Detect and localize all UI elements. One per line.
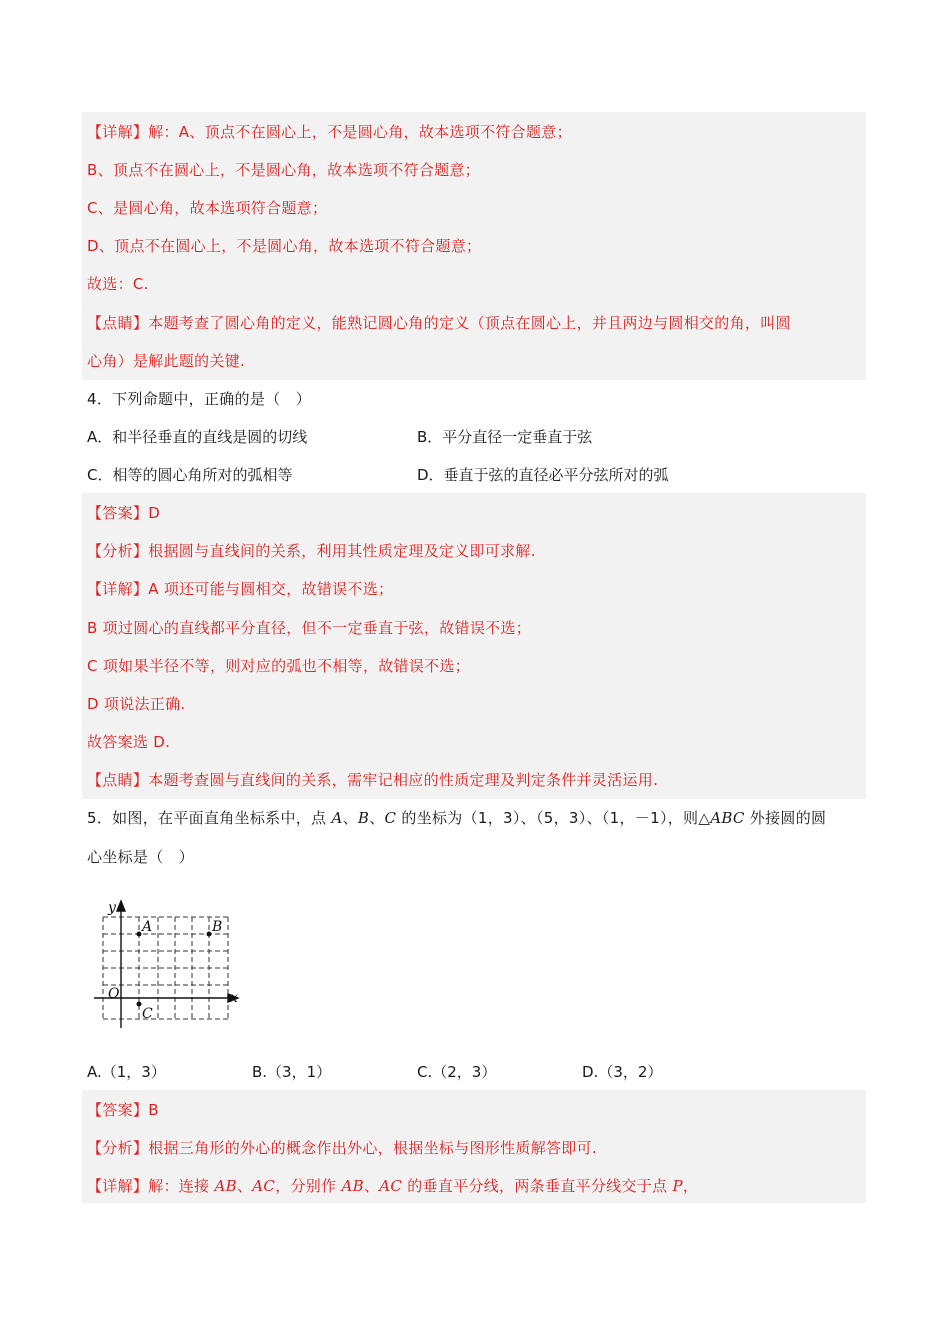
- q4-comment: [87, 768, 658, 792]
- separator: 、: [369, 809, 385, 827]
- detail-text: ，分别作: [275, 1177, 337, 1195]
- comment-line-1: [87, 311, 791, 335]
- answer-value: B: [148, 1101, 159, 1119]
- segment-ab: AB: [341, 1177, 364, 1195]
- q4-answer: [87, 501, 160, 525]
- x-axis-label: x: [230, 990, 238, 1006]
- separator: 、: [342, 809, 358, 827]
- solution-conclusion: 故选：C.: [87, 275, 149, 293]
- segment-ac: AC: [252, 1177, 276, 1195]
- separator: 、: [363, 1177, 380, 1195]
- analysis-tag: 【分析】: [87, 1139, 149, 1157]
- question-5-stem-line-1: [87, 806, 826, 830]
- comment-text: 本题考查了圆心角的定义，能熟记圆心角的定义（顶点在圆心上，并且两边与圆相交的角，叫圆: [148, 314, 791, 332]
- coordinate-grid-figure: [88, 896, 248, 1036]
- comment-text: 本题考查圆与直线间的关系，需牢记相应的性质定理及判定条件并灵活运用.: [148, 771, 659, 789]
- comment-tag: 【点睛】: [87, 314, 149, 332]
- point-c: [137, 1002, 142, 1007]
- point-a: [137, 932, 142, 937]
- point-a-label: A: [331, 809, 343, 827]
- segment-ac: AC: [379, 1177, 403, 1195]
- triangle-name: ABC: [710, 809, 745, 827]
- solution-line-c: C、是圆心角，故本选项符合题意；: [87, 199, 328, 217]
- detail-text: 的垂直平分线，两条垂直平分线交于点: [407, 1177, 668, 1195]
- q5-detail: [87, 1174, 698, 1198]
- solution-detail-line: [87, 120, 572, 144]
- segment-ab: AB: [214, 1177, 237, 1195]
- q4-option-c: C．相等的圆心角所对的弧相等: [87, 466, 293, 484]
- answer-value: D: [148, 504, 161, 522]
- point-p-label: P: [672, 1177, 683, 1195]
- q4-conclusion: 故答案选 D.: [87, 733, 171, 751]
- q5-option-b: B.（3，1）: [252, 1063, 332, 1081]
- question-4-stem: 4．下列命题中，正确的是（ ）: [87, 390, 312, 408]
- point-b-label: B: [212, 919, 223, 935]
- analysis-tag: 【分析】: [87, 542, 149, 560]
- point-c-label: C: [384, 809, 397, 827]
- analysis-text: 根据圆与直线间的关系，利用其性质定理及定义即可求解.: [148, 542, 536, 560]
- answer-tag: 【答案】: [87, 1101, 149, 1119]
- stem-text: 的坐标为（1，3）、（5，3）、（1，－1），则: [401, 809, 699, 827]
- detail-tag: 【详解】: [87, 1177, 149, 1195]
- point-a-label: A: [142, 919, 153, 935]
- q4-option-a: A．和半径垂直的直线是圆的切线: [87, 428, 308, 446]
- q5-answer: [87, 1098, 159, 1122]
- q5-option-d: D.（3，2）: [582, 1063, 663, 1081]
- detail-tag: 【详解】: [87, 580, 149, 598]
- separator: ，: [682, 1177, 699, 1195]
- q4-option-b: B．平分直径一定垂直于弦: [417, 428, 593, 446]
- stem-text: 5．如图，在平面直角坐标系中，点: [87, 809, 327, 827]
- solution-line-d: D、顶点不在圆心上，不是圆心角，故本选项不符合题意；: [87, 237, 482, 255]
- point-b-label: B: [357, 809, 370, 827]
- y-axis-arrow: [117, 901, 125, 911]
- solution-line-b: B、顶点不在圆心上，不是圆心角，故本选项不符合题意；: [87, 161, 481, 179]
- point-c-label: C: [142, 1006, 153, 1022]
- origin-label: O: [108, 986, 120, 1002]
- detail-tag: 【详解】: [87, 123, 149, 141]
- q5-analysis: [87, 1136, 597, 1160]
- q4-detail: [87, 577, 393, 601]
- y-axis-label: y: [108, 900, 116, 916]
- comment-tag: 【点睛】: [87, 771, 149, 789]
- q4-option-d: D．垂直于弦的直径必平分弦所对的弧: [417, 466, 669, 484]
- q4-analysis: [87, 539, 536, 563]
- stem-text: 外接圆的圆: [749, 809, 827, 827]
- q5-option-a: A.（1，3）: [87, 1063, 166, 1081]
- question-5-stem-line-2: 心坐标是（ ）: [87, 848, 195, 866]
- q4-detail-d: D 项说法正确.: [87, 695, 186, 713]
- q4-detail-c: C 项如果半径不等，则对应的弧也不相等，故错误不选；: [87, 657, 471, 675]
- q4-detail-b: B 项过圆心的直线都平分直径，但不一定垂直于弦，故错误不选；: [87, 619, 532, 637]
- triangle-symbol: △: [698, 809, 711, 827]
- q5-option-c: C.（2，3）: [417, 1063, 497, 1081]
- separator: 、: [236, 1177, 253, 1195]
- detail-text: A 项还可能与圆相交，故错误不选；: [148, 580, 394, 598]
- detail-text: 解：连接: [148, 1177, 210, 1195]
- analysis-text: 根据三角形的外心的概念作出外心，根据坐标与图形性质解答即可.: [148, 1139, 597, 1157]
- point-b: [207, 932, 212, 937]
- comment-line-2: 心角）是解此题的关键.: [87, 352, 246, 370]
- detail-text: 解：A、顶点不在圆心上，不是圆心角，故本选项不符合题意；: [148, 123, 572, 141]
- answer-tag: 【答案】: [87, 504, 149, 522]
